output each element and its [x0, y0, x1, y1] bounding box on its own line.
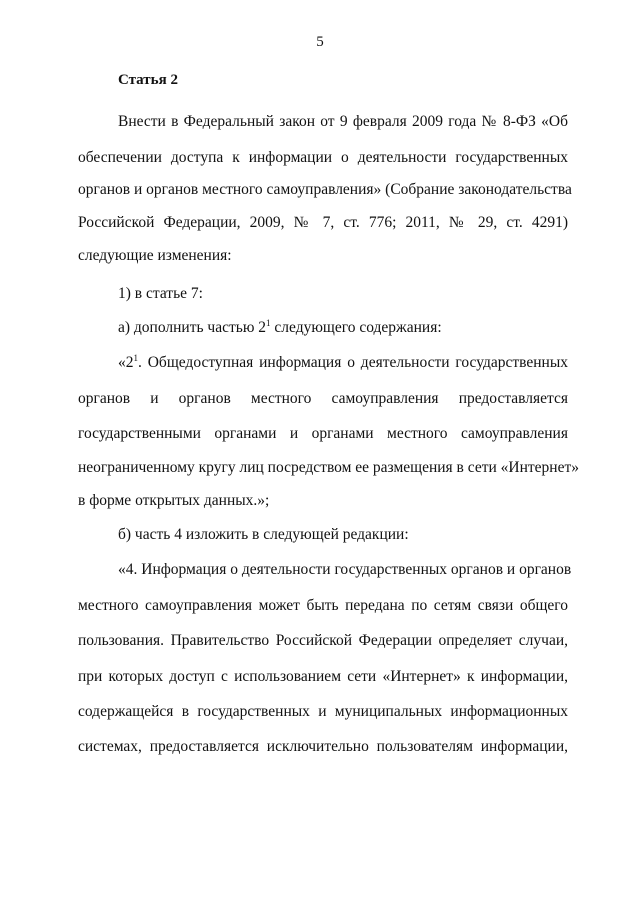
text-line: следующие изменения: — [78, 247, 232, 264]
text-line-with-superscript — [118, 353, 568, 373]
text-line: системах, предоставляется исключительно пользователям информации, — [78, 738, 568, 755]
superscript: 1 — [266, 318, 271, 328]
page-number: 5 — [316, 34, 324, 50]
text-line: в форме открытых данных.»; — [78, 492, 270, 509]
text-line: местного самоуправления может быть передана по сетям связи общего — [78, 597, 568, 614]
text-line: 1) в статье 7: — [118, 285, 203, 302]
text-line: органов и органов местного самоуправления» (Собрание законодательства — [78, 181, 572, 198]
text-line: «4. Информация о деятельности государственных органов и органов — [118, 561, 572, 578]
text-line: неограниченному кругу лиц посредством ее размещения в сети «Интернет» — [78, 459, 579, 476]
text-line: государственными органами и органами местного самоуправления — [78, 425, 568, 442]
text-segment: а) дополнить частью 2 — [118, 319, 267, 336]
text-line: пользования. Правительство Российской Федерации определяет случаи, — [78, 632, 568, 649]
text-line: Российской Федерации, 2009, № 7, ст. 776; 2011, № 29, ст. 4291) — [78, 214, 568, 231]
superscript: 1 — [133, 353, 138, 363]
article-heading: Статья 2 — [118, 72, 178, 88]
text-line: обеспечении доступа к информации о деятельности государственных — [78, 149, 568, 166]
text-segment: «2 — [118, 354, 134, 371]
text-segment: следующего содержания: — [270, 319, 442, 336]
text-line: Внести в Федеральный закон от 9 февраля 2009 года № 8-ФЗ «Об — [118, 113, 568, 130]
text-line: содержащейся в государственных и муниципальных информационных — [78, 703, 568, 720]
text-line: при которых доступ с использованием сети «Интернет» к информации, — [78, 668, 568, 685]
text-line: б) часть 4 изложить в следующей редакции: — [118, 526, 409, 543]
text-segment: . Общедоступная информация о деятельности государственных — [138, 354, 568, 371]
text-line-with-superscript — [118, 318, 568, 338]
text-line: органов и органов местного самоуправления предоставляется — [78, 390, 568, 407]
